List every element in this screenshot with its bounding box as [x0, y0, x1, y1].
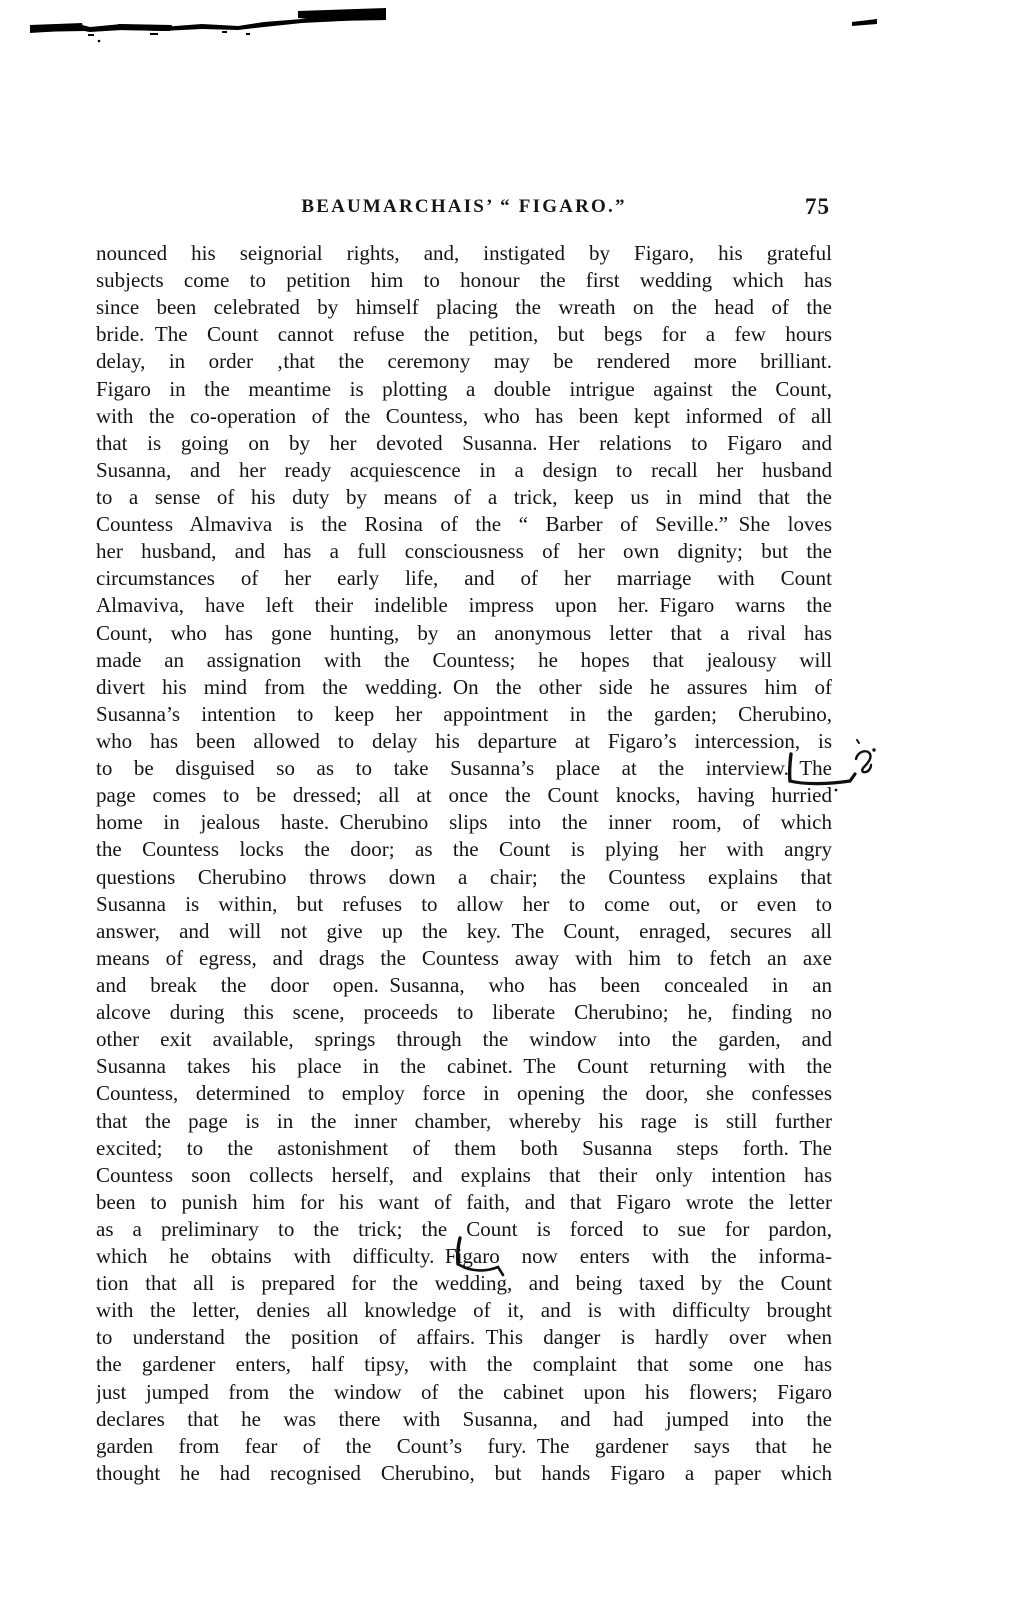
text-line: to understand the position of affairs. This danger is hardly over when: [96, 1325, 832, 1350]
text-line: just jumped from the window of the cabinet upon his flowers; Figaro: [96, 1379, 832, 1404]
text-line: her husband, and has a full consciousness of her own dignity; but the: [96, 539, 832, 564]
text-line: the gardener enters, half tipsy, with the complaint that some one has: [96, 1352, 832, 1377]
pen-underline-stroke: [790, 774, 855, 784]
text-line: circumstances of her early life, and of her marriage with Count: [96, 566, 832, 591]
text-line: the Countess locks the door; as the Count is plying her with angry: [96, 837, 832, 862]
pen-bracket-stroke: [458, 1238, 460, 1264]
text-line: Countess, determined to employ force in opening the door, she confesses: [96, 1081, 832, 1106]
text-line: answer, and will not give up the key. The Count, enraged, secures all: [96, 918, 832, 943]
text-line: home in jealous haste. Cherubino slips into the inner room, of which: [96, 810, 832, 835]
text-line: means of egress, and drags the Countess away with him to fetch an axe: [96, 945, 832, 970]
text-line: divert his mind from the wedding. On the other side he assures him of: [96, 674, 832, 699]
pen-bracket-mark: [446, 1233, 524, 1281]
text-line: Countess soon collects herself, and explains that their only intention has: [96, 1162, 832, 1187]
text-line: page comes to be dressed; all at once the Count knocks, having hurried: [96, 783, 832, 808]
text-line: that the page is in the inner chamber, whereby his rage is still further: [96, 1108, 832, 1133]
text-line: Susanna takes his place in the cabinet. The Count returning with the: [96, 1054, 832, 1079]
text-line: with the letter, denies all knowledge of it, and is with difficulty brought: [96, 1298, 832, 1323]
smudge-shapes: [30, 8, 877, 42]
text-line: bride. The Count cannot refuse the petition, but begs for a few hours: [96, 322, 832, 347]
text-line: declares that he was there with Susanna, and had jumped into the: [96, 1406, 832, 1431]
text-line: other exit available, springs through the window into the garden, and: [96, 1027, 832, 1052]
pen-speck: [835, 789, 838, 792]
pen-question-squiggle: [856, 751, 871, 772]
smudge-dash-right: [852, 19, 877, 26]
text-line: been to punish him for his want of faith, and that Figaro wrote the letter: [96, 1189, 832, 1214]
text-line: made an assignation with the Countess; he hopes that jealousy will: [96, 647, 832, 672]
text-line: Countess Almaviva is the Rosina of the “ Barber of Seville.” She loves: [96, 512, 832, 537]
text-line: Almaviva, have left their indelible impress upon her. Figaro warns the: [96, 593, 832, 618]
text-line: nounced his seignorial rights, and, instigated by Figaro, his grateful: [96, 241, 832, 265]
text-line: since been celebrated by himself placing the wreath on the head of the: [96, 295, 832, 320]
text-line: garden from fear of the Count’s fury. The gardener says that he: [96, 1433, 832, 1458]
text-line: and break the door open. Susanna, who has been concealed in an: [96, 972, 832, 997]
text-line: which he obtains with difficulty. Figaro now enters with the informa-: [96, 1244, 832, 1269]
text-line: Susanna is within, but refuses to allow her to come out, or even to: [96, 891, 832, 916]
text-line: thought he had recognised Cherubino, but hands Figaro a paper which: [96, 1460, 832, 1485]
pen-bracket-stroke: [790, 754, 791, 781]
page-header: [96, 194, 832, 224]
text-line: to be disguised so as to take Susanna’s place at the interview. The: [96, 756, 832, 781]
scan-smudge-artifact: [0, 0, 1035, 60]
text-line: tion that all is prepared for the wedding, and being taxed by the Count: [96, 1271, 832, 1296]
pen-dot: [872, 748, 875, 751]
text-line: excited; to the astonishment of them both Susanna steps forth. The: [96, 1135, 832, 1160]
text-line: Figaro in the meantime is plotting a double intrigue against the Count,: [96, 376, 832, 401]
text-line: Susanna’s intention to keep her appointment in the garden; Cherubino,: [96, 701, 832, 726]
text-line: that is going on by her devoted Susanna. Her relations to Figaro and: [96, 430, 832, 455]
pen-tick: [857, 740, 859, 743]
pen-bracket-underline-mark: [780, 736, 898, 794]
running-title: BEAUMARCHAIS’ “ FIGARO.”: [301, 196, 627, 217]
body-text: [96, 240, 832, 1487]
text-line: to a sense of his duty by means of a trick, keep us in mind that the: [96, 484, 832, 509]
text-line: Count, who has gone hunting, by an anonymous letter that a rival has: [96, 620, 832, 645]
text-line: as a preliminary to the trick; the Count is forced to sue for pardon,: [96, 1216, 832, 1241]
page-number: 75: [805, 194, 830, 219]
pen-hook-stroke: [458, 1264, 503, 1275]
text-line: alcove during this scene, proceeds to liberate Cherubino; he, finding no: [96, 1000, 832, 1025]
text-line: subjects come to petition him to honour the first wedding which has: [96, 268, 832, 293]
text-line: with the co-operation of the Countess, who has been kept informed of all: [96, 403, 832, 428]
text-line: who has been allowed to delay his departure at Figaro’s intercession, is: [96, 728, 832, 753]
text-line: delay, in order ‚that the ceremony may be rendered more brilliant.: [96, 349, 832, 374]
text-line: questions Cherubino throws down a chair; the Countess explains that: [96, 864, 832, 889]
text-line: Susanna, and her ready acquiescence in a design to recall her husband: [96, 457, 832, 482]
